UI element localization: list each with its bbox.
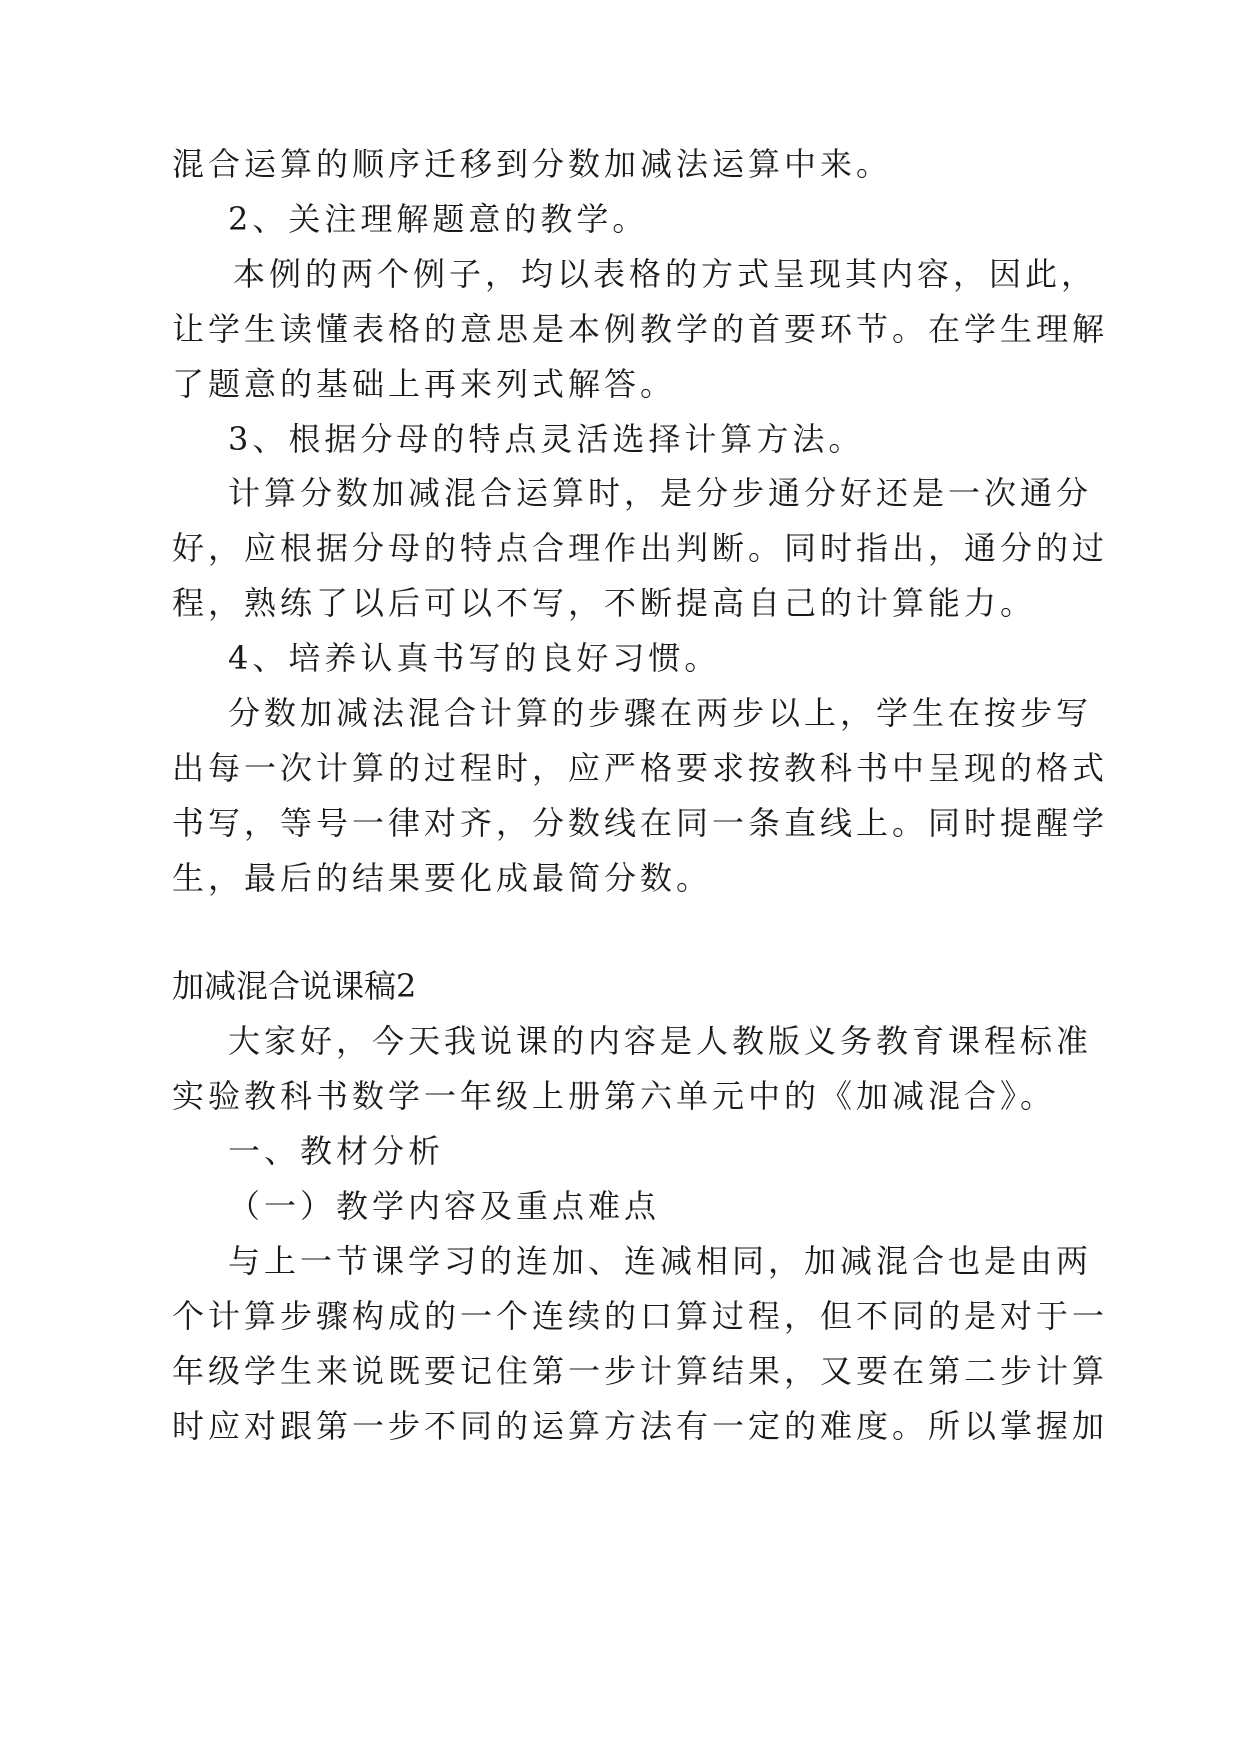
text-line: 个计算步骤构成的一个连续的口算过程，但不同的是对于一 (172, 1297, 1109, 1335)
text-line: 4、培养认真书写的良好习惯。 (228, 639, 721, 677)
text-line: 年级学生来说既要记住第一步计算结果，又要在第二步计算 (172, 1352, 1109, 1390)
text-line: 计算分数加减混合运算时，是分步通分好还是一次通分 (228, 474, 1093, 512)
text-line: 生，最后的结果要化成最简分数。 (172, 859, 713, 897)
text-line: 了题意的基础上再来列式解答。 (172, 365, 677, 403)
text-line: 好，应根据分母的特点合理作出判断。同时指出，通分的过 (172, 529, 1109, 567)
text-line: 让学生读懂表格的意思是本例教学的首要环节。在学生理解 (172, 310, 1109, 348)
text-line: 书写，等号一律对齐，分数线在同一条直线上。同时提醒学 (172, 804, 1109, 842)
text-line: 大家好，今天我说课的内容是人教版义务教育课程标准 (228, 1022, 1093, 1060)
text-line: 一、教材分析 (228, 1132, 445, 1170)
text-line: 程，熟练了以后可以不写，不断提高自己的计算能力。 (172, 584, 1037, 622)
text-line: 本例的两个例子，均以表格的方式呈现其内容，因此， (233, 255, 1098, 293)
text-line: 混合运算的顺序迁移到分数加减法运算中来。 (172, 145, 893, 183)
text-line: 出每一次计算的过程时，应严格要求按教科书中呈现的格式 (172, 749, 1109, 787)
text-line: 3、根据分母的特点灵活选择计算方法。 (228, 420, 865, 458)
text-line: 分数加减法混合计算的步骤在两步以上，学生在按步写 (228, 694, 1093, 732)
text-line: 与上一节课学习的连加、连减相同，加减混合也是由两 (228, 1242, 1093, 1280)
text-line: （一）教学内容及重点难点 (228, 1187, 661, 1225)
text-line: 时应对跟第一步不同的运算方法有一定的难度。所以掌握加 (172, 1407, 1109, 1445)
section-title: 加减混合说课稿2 (172, 967, 417, 1005)
text-line: 实验教科书数学一年级上册第六单元中的《加减混合》。 (172, 1077, 1057, 1115)
text-line: 2、关注理解题意的教学。 (228, 200, 649, 238)
